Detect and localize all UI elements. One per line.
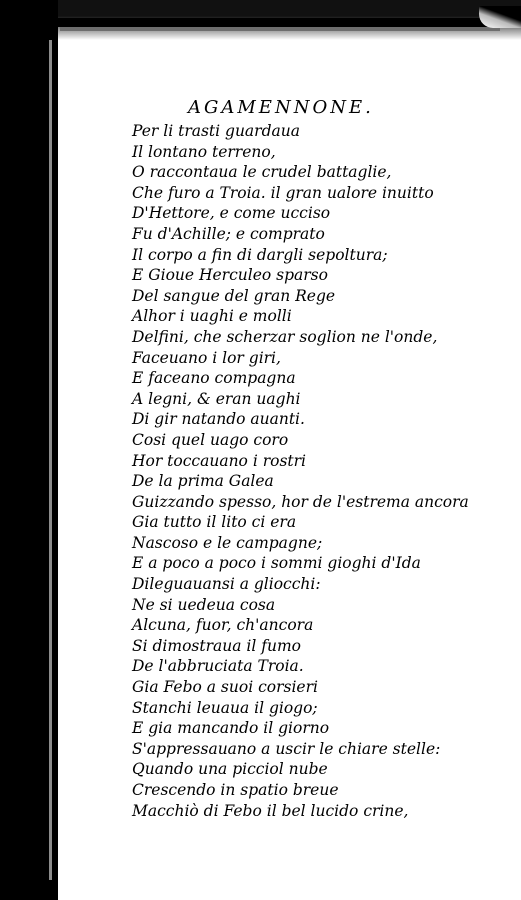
verse-line: Cosi quel uago coro: [132, 430, 289, 449]
verse-line: E gia mancando il giorno: [132, 719, 330, 738]
verse-line: Ne si uedeua cosa: [132, 595, 276, 614]
verse-line: Stanchi leuaua il giogo;: [132, 698, 318, 717]
verse-line: Del sangue del gran Rege: [132, 286, 336, 305]
verse-line: De la prima Galea: [132, 472, 274, 491]
verse-line: Fu d'Achille; e comprato: [132, 224, 325, 243]
verse-line: Alcuna, fuor, ch'ancora: [132, 616, 314, 635]
verse-line: D'Hettore, e come ucciso: [132, 204, 331, 223]
verse-line: Gia tutto il lito ci era: [132, 513, 297, 532]
book-top-highlight: [60, 27, 500, 31]
verse-line: Dileguauansi a gliocchi:: [132, 575, 321, 594]
running-head: AGAMENNONE.: [188, 97, 374, 118]
book-top-shadow: [0, 18, 521, 27]
verse-line: O raccontaua le crudel battaglie,: [132, 163, 392, 182]
verse-line: Che furo a Troia. il gran ualore inuitto: [132, 183, 434, 202]
verse-line: Hor toccauano i rostri: [132, 451, 306, 470]
book-spine-binding: [0, 0, 58, 900]
verse-line: E Gioue Herculeo sparso: [132, 266, 328, 285]
verse-line: A legni, & eran uaghi: [132, 389, 301, 408]
verse-line: Delfini, che scherzar soglion ne l'onde,: [132, 327, 438, 346]
verse-line: Nascoso e le campagne;: [132, 533, 323, 552]
page-corner-curl: [479, 6, 521, 28]
verse-line: Faceuano i lor giri,: [132, 348, 281, 367]
verse-line: Alhor i uaghi e molli: [132, 307, 292, 326]
verse-line: Macchiò di Febo il bel lucido crine,: [132, 801, 409, 820]
verse-line: Si dimostraua il fumo: [132, 636, 301, 655]
verse-line: E a poco a poco i sommi gioghi d'Ida: [132, 554, 421, 573]
verse-line: Di gir natando auanti.: [132, 410, 305, 429]
verse-line: S'appressauano a uscir le chiare stelle:: [132, 739, 441, 758]
verse-line: Il lontano terreno,: [132, 142, 276, 161]
verse-line: Crescendo in spatio breue: [132, 781, 339, 799]
verse-line: E faceano compagna: [132, 369, 296, 388]
verse-line: Gia Febo a suoi corsieri: [132, 678, 318, 697]
verse-line: Il corpo a fin di dargli sepoltura;: [132, 245, 388, 264]
verse-line: De l'abbruciata Troia.: [132, 657, 304, 676]
verse-line: Per li trasti guardaua: [132, 122, 300, 140]
book-page: [58, 40, 521, 900]
verse-text: [132, 121, 512, 821]
verse-line: Guizzando spesso, hor de l'estrema ancora: [132, 492, 469, 511]
verse-line: Quando una picciol nube: [132, 760, 328, 779]
